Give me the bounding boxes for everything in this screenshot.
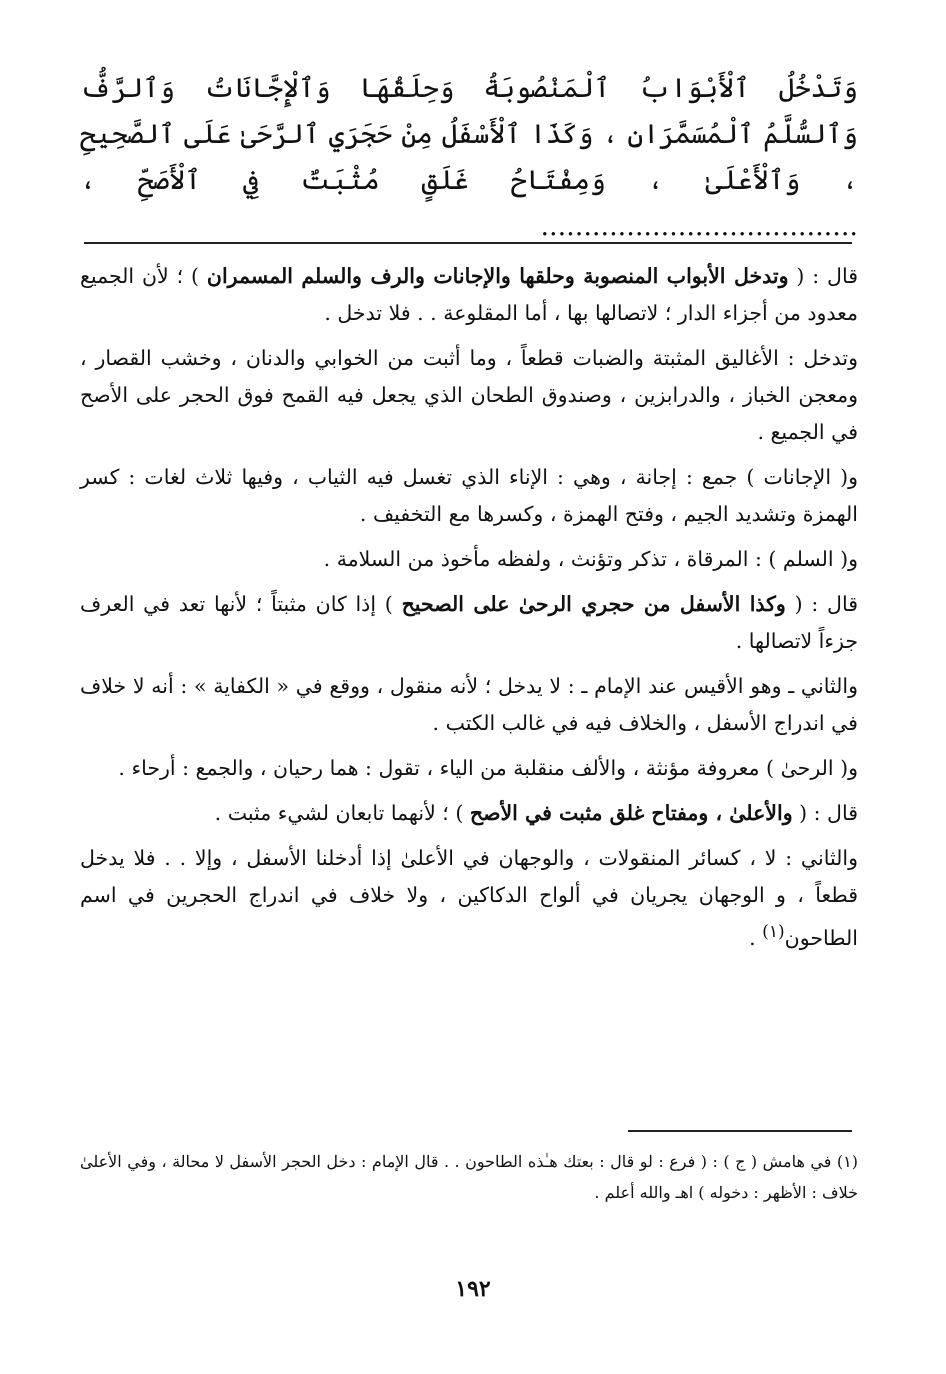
commentary-span: والثاني : لا ، كسائر المنقولات ، والوجهان في الأعلىٰ إذا أدخلنا الأسفل ، وإلا . . فلا يدخل قطعاً ، و الوجهان يجريان في ألواح الدكاكين ، ولا خلاف في اندراج الحجرين في اسم الطاحون — [80, 846, 858, 950]
commentary-paragraph: وتدخل : الأغاليق المثبتة والضبات قطعاً ، وما أثبت من الخوابي والدنان ، وخشب القصار ، ومعجن الخباز ، والدرابزين ، وصندوق الطحان الذي يجعل فيه القمح فوق الحجر على الأصح في الجميع . — [80, 346, 858, 444]
commentary-paragraph: و( الإجانات ) جمع : إجانة ، وهي : الإناء الذي تغسل فيه الثياب ، وفيها ثلاث لغات : كسر الهمزة وتشديد الجيم ، وفتح الهمزة ، وكسرها مع التخفيف . — [80, 465, 858, 526]
commentary-span: ) إذا كان مثبتاً ؛ لأنها تعد في العرف جزءاً لاتصالها . — [80, 592, 858, 653]
quote-prefix: قال : ( — [792, 801, 858, 825]
quote-prefix: قال : ( — [788, 264, 858, 288]
matn-text: وَتَدْخُلُ ٱلْأَبْوَابُ ٱلْمَنْصُوبَةُ وَحِلَقُهَا وَٱلْإِجَّانَاتُ وَٱلرَّفُّ وَٱلسُّلَّمُ ٱلْمُسَمَّرَانِ ، وَكَذَا ٱلْأَسْفَلُ مِنْ حَجَرَيِ ٱلرَّحَىٰ عَلَى ٱلصَّحِيحِ ، وَٱلْأَعْلَىٰ ، وَمِفْتَاحُ غَلَقٍ مُثْبَتٌ فِي ٱلْأَصَحِّ ، ..................................... — [80, 73, 858, 242]
commentary-span: ) ؛ لأن الجميع معدود من أجزاء الدار ؛ لاتصالها بها ، أما المقلوعة . . فلا تدخل . — [80, 264, 858, 325]
commentary-span: . — [749, 925, 763, 950]
quoted-matn: والأعلىٰ ، ومفتاح غلق مثبت في الأصح — [469, 801, 793, 825]
matn-divider — [84, 242, 852, 244]
quoted-matn: وكذا الأسفل من حجري الرحىٰ على الصحيح — [401, 592, 786, 616]
commentary-paragraph: و( السلم ) : المرقاة ، تذكر وتؤنث ، ولفظه مأخوذ من السلامة . — [323, 547, 858, 571]
commentary-text — [80, 258, 858, 965]
commentary-paragraph — [80, 840, 858, 957]
commentary-paragraph: و( الرحىٰ ) معروفة مؤنثة ، والألف منقلبة من الياء ، تقول : هما رحيان ، والجمع : أرحاء . — [118, 756, 858, 780]
quote-prefix: قال : ( — [785, 592, 858, 616]
commentary-paragraph — [80, 258, 858, 332]
page-number: ١٩٢ — [455, 1276, 491, 1302]
commentary-span: ) ؛ لأنهما تابعان لشيء مثبت . — [214, 801, 470, 825]
commentary-paragraph: والثاني ـ وهو الأقيس عند الإمام ـ : لا يدخل ؛ لأنه منقول ، ووقع في « الكفاية » : أنه لا خلاف في اندراج الأسفل ، والخلاف فيه في غالب الكتب . — [80, 674, 858, 735]
footnote-reference: (١) — [762, 922, 785, 942]
footnote: (١) في هامش ( ج ) : ( فرع : لو قال : بعتك هـٰذه الطاحون . . قال الإمام : دخل الحجر الأسفل لا محالة ، وفي الأعلىٰ خلاف : الأظهر : دخوله ) اهـ والله أعلم . — [80, 1152, 858, 1202]
quoted-matn: وتدخل الأبواب المنصوبة وحلقها والإجانات والرف والسلم المسمران — [206, 264, 789, 288]
footnote-divider — [628, 1130, 852, 1132]
commentary-paragraph — [80, 586, 858, 660]
commentary-paragraph — [80, 795, 858, 832]
